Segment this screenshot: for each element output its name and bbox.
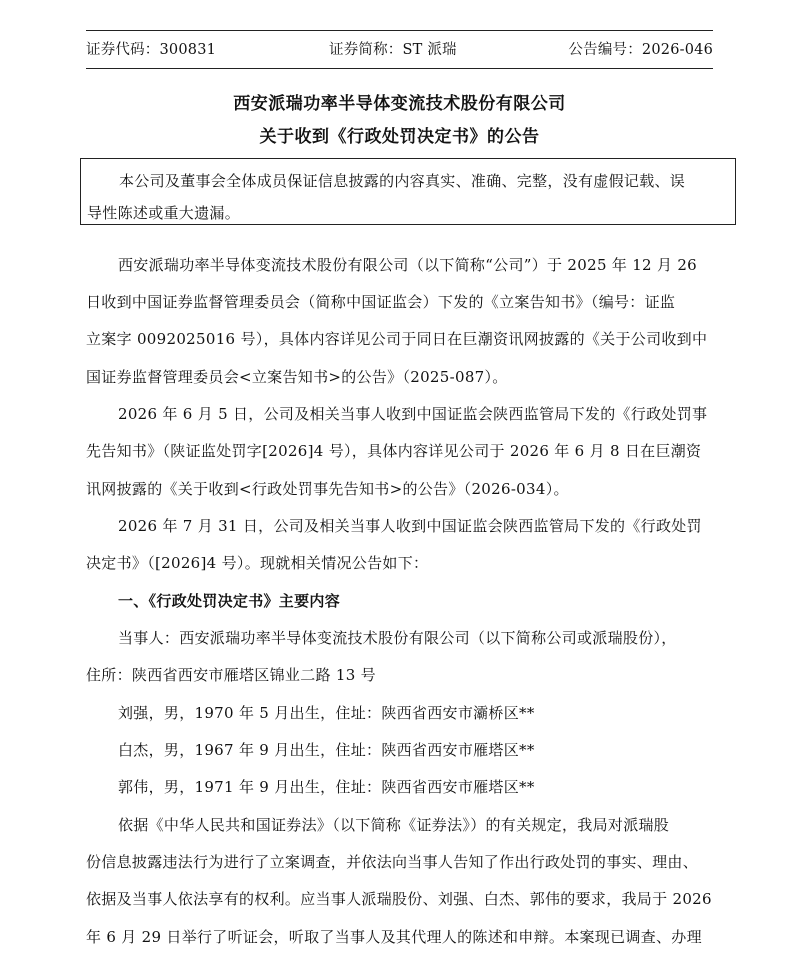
securities-abbreviation: 证券简称：ST 派瑞 bbox=[329, 42, 457, 58]
body-line: 国证券监督管理委员会<立案告知书>的公告》（2025-087）。 bbox=[86, 368, 508, 386]
body-line: 立案字 0092025016 号），具体内容详见公司于同日在巨潮资讯网披露的《关于公司收到中 bbox=[86, 330, 708, 348]
section-heading: 一、《行政处罚决定书》主要内容 bbox=[118, 592, 341, 610]
body-line: 刘强，男，1970 年 5 月出生，住址：陕西省西安市灞桥区** bbox=[118, 704, 535, 722]
notice-line: 本公司及董事会全体成员保证信息披露的内容真实、准确、完整，没有虚假记载、误 bbox=[119, 172, 686, 190]
header-rule bbox=[86, 68, 713, 69]
body-line: 住所：陕西省西安市雁塔区锦业二路 13 号 bbox=[86, 666, 376, 684]
body-line: 当事人：西安派瑞功率半导体变流技术股份有限公司（以下简称公司或派瑞股份）， bbox=[118, 629, 677, 647]
body-line: 依据《中华人民共和国证券法》（以下简称《证券法》）的有关规定，我局对派瑞股 bbox=[118, 816, 670, 834]
body-line: 西安派瑞功率半导体变流技术股份有限公司（以下简称“公司”）于 2025 年 12 月 26 bbox=[118, 256, 698, 274]
body-line: 郭伟，男，1971 年 9 月出生，住址：陕西省西安市雁塔区** bbox=[118, 778, 535, 796]
securities-code: 证券代码：300831 bbox=[86, 42, 217, 58]
body-line: 讯网披露的《关于收到<行政处罚事先告知书>的公告》（2026-034）。 bbox=[86, 480, 569, 498]
announcement-title: 关于收到《行政处罚决定书》的公告 bbox=[259, 127, 540, 147]
body-line: 年 6 月 29 日举行了听证会，听取了当事人及其代理人的陈述和申辩。本案现已调查、办理 bbox=[86, 928, 702, 946]
company-title: 西安派瑞功率半导体变流技术股份有限公司 bbox=[233, 94, 566, 114]
document-header bbox=[86, 38, 713, 60]
body-line: 日收到中国证券监督管理委员会（简称中国证监会）下发的《立案告知书》（编号：证监 bbox=[86, 293, 676, 311]
disclosure-notice-box bbox=[80, 158, 736, 225]
body-line: 依据及当事人依法享有的权利。应当事人派瑞股份、刘强、白杰、郭伟的要求，我局于 2026 bbox=[86, 890, 712, 908]
top-rule bbox=[86, 30, 713, 31]
body-line: 2026 年 6 月 5 日，公司及相关当事人收到中国证监会陕西监管局下发的《行政处罚事 bbox=[118, 405, 708, 423]
body-line: 先告知书》（陕证监处罚字[2026]4 号），具体内容详见公司于 2026 年 6 月 8 日在巨潮资 bbox=[86, 442, 702, 460]
body-line: 白杰，男，1967 年 9 月出生，住址：陕西省西安市雁塔区** bbox=[118, 741, 535, 759]
body-line: 决定书》（[2026]4 号）。现就相关情况公告如下： bbox=[86, 554, 429, 572]
body-line: 2026 年 7 月 31 日，公司及相关当事人收到中国证监会陕西监管局下发的《行政处罚 bbox=[118, 517, 702, 535]
announcement-number: 公告编号：2026-046 bbox=[568, 42, 713, 58]
body-line: 份信息披露违法行为进行了立案调查，并依法向当事人告知了作出行政处罚的事实、理由、 bbox=[86, 853, 699, 871]
notice-line: 导性陈述或重大遗漏。 bbox=[87, 204, 241, 222]
